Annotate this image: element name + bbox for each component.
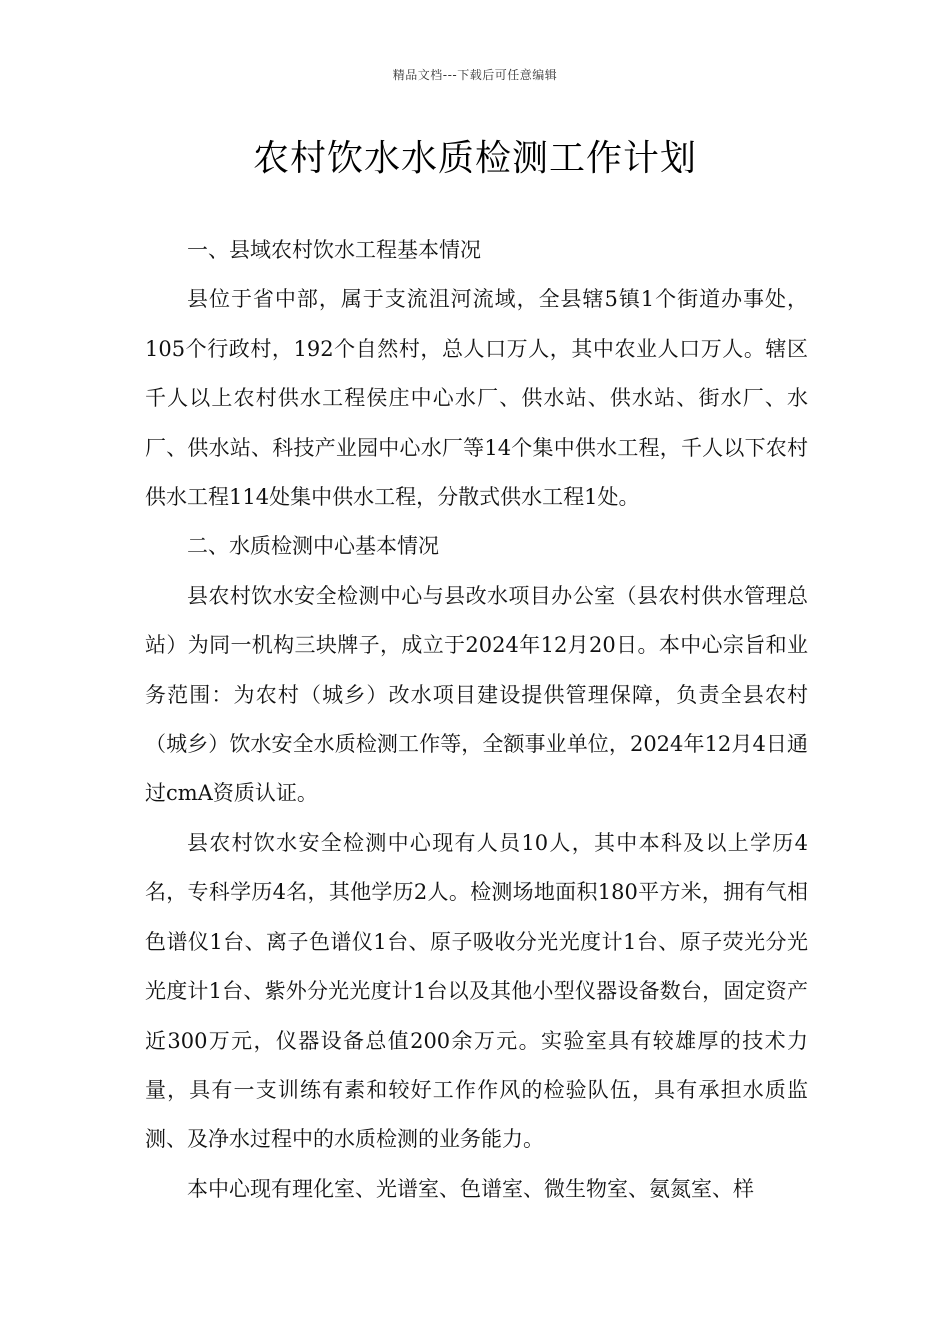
section-heading-1: 一、县域农村饮水工程基本情况 — [187, 238, 481, 262]
body-paragraph-4: 本中心现有理化室、光谱室、色谱室、微生物室、氨氮室、样 — [187, 1176, 754, 1201]
body-paragraph-1: 县位于省中部，属于支流沮河流域，全县辖5镇1个街道办事处，105个行政村，192个自然村，总人口万人，其中农业人口万人。辖区千人以上农村供水工程侯庄中心水厂、供水站、供水站、街水厂、水厂、供水站、科技产业园中心水厂等14个集中供水工程，千人以下农村供水工程114处集中供水工程，分散式供水工程1处。 — [145, 287, 808, 510]
body-paragraph-2: 县农村饮水安全检测中心与县改水项目办公室（县农村供水管理总站）为同一机构三块牌子，成立于2024年12月20日。本中心宗旨和业务范围：为农村（城乡）改水项目建设提供管理保障，负责全县农村（城乡）饮水安全水质检测工作等，全额事业单位，2024年12月4日通过cmA资质认证。 — [145, 583, 808, 806]
body-paragraph-3: 县农村饮水安全检测中心现有人员10人，其中本科及以上学历4名，专科学历4名，其他学历2人。检测场地面积180平方米，拥有气相色谱仪1台、离子色谱仪1台、原子吸收分光光度计1台、原子荧光分光光度计1台、紫外分光光度计1台以及其他小型仪器设备数台，固定资产近300万元，仪器设备总值200余万元。实验室具有较雄厚的技术力量，具有一支训练有素和较好工作作风的检验队伍，具有承担水质监测、及净水过程中的水质检测的业务能力。 — [145, 830, 808, 1152]
section-heading-2: 二、水质检测中心基本情况 — [187, 534, 439, 559]
header-watermark: 精品文档---下载后可任意编辑 — [392, 68, 558, 82]
document-body — [145, 226, 808, 1214]
document-title: 农村饮水水质检测工作计划 — [252, 138, 697, 179]
